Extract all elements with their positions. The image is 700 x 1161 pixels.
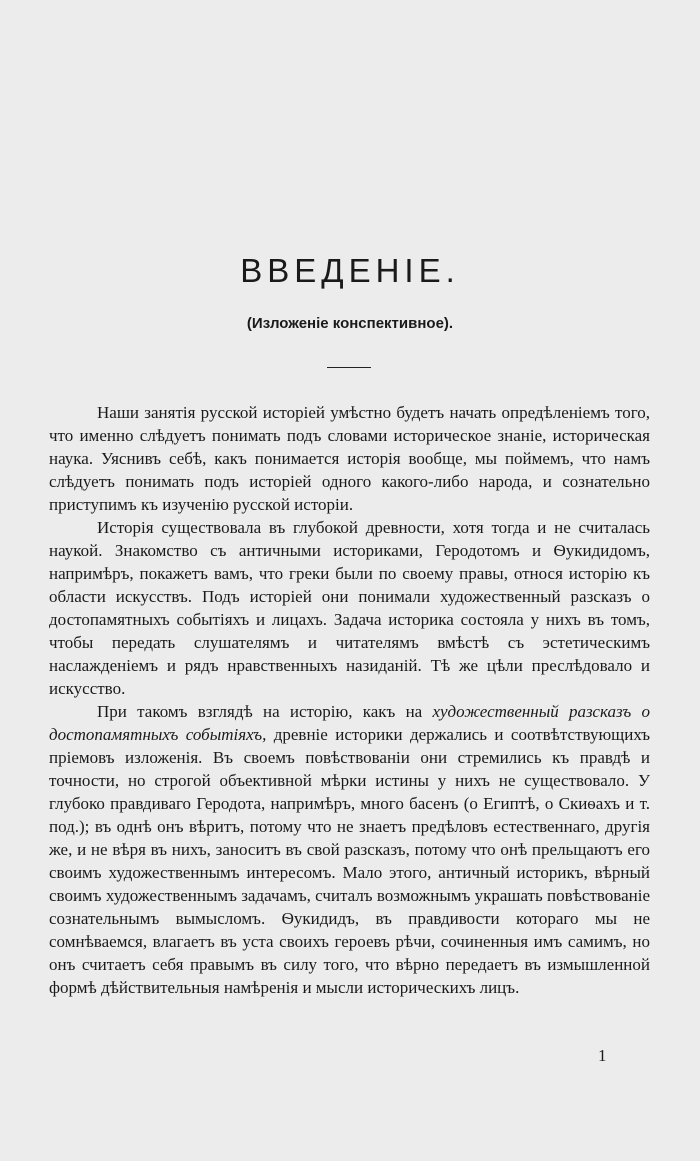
chapter-title: ВВЕДЕНІЕ.	[240, 252, 460, 289]
paragraph-3-italic: художественный разсказъ о достопамятныхъ событіяхъ,	[49, 702, 650, 744]
paragraph-1: Наши занятія русской исторіей умѣстно будетъ начать опредѣленіемъ того, что именно слѣдуетъ понимать подъ словами историческое знаніе, историческая наука. Уяснивъ себѣ, какъ понимается исторія вообще, мы поймемъ, что намъ слѣдуетъ понимать подъ исторіей одного какого-либо народа, и сознательно приступимъ къ изученію русской исторіи.	[49, 403, 650, 514]
paragraph-3	[49, 700, 650, 999]
paragraph-3-rest: древніе историки держались и соотвѣтствующихъ пріемовъ изложенія. Въ своемъ повѣствованіи они стремились къ правдѣ и точности, но строгой объективной мѣрки истины у нихъ не существовало. У глубоко правдиваго Геродота, напримѣръ, много басенъ (о Египтѣ, о Скиѳахъ и т. под.); въ однѣ онъ вѣритъ, потому что не знаетъ предѣловъ естественнаго, другія же, и не вѣря въ нихъ, заноситъ въ свой разсказъ, потому что онѣ прельщаютъ его своимъ художественнымъ интересомъ. Мало этого, античный историкъ, вѣрный своимъ художественнымъ задачамъ, считалъ возможнымъ украшать повѣствованіе сознательнымъ вымысломъ. Ѳукидидъ, въ правдивости котораго мы не сомнѣваемся, влагаетъ въ уста своихъ героевъ рѣчи, сочиненныя имъ самимъ, но онъ считаетъ себя правымъ въ силу того, что вѣрно передаетъ въ измышленной формѣ дѣйствительныя намѣренія и мысли историческихъ лицъ.	[49, 725, 651, 997]
divider-rule	[327, 367, 371, 368]
chapter-subtitle: (Изложеніе конспективное).	[246, 315, 454, 332]
paragraph-3-start: При такомъ взглядѣ на исторію, какъ на	[97, 702, 433, 721]
page-number: 1	[598, 1046, 607, 1065]
paragraph-2: Исторія существовала въ глубокой древности, хотя тогда и не считалась наукой. Знакомство съ античными историками, Геродотомъ и Ѳукидидомъ, напримѣръ, покажетъ вамъ, что греки были по своему правы, относя исторію къ области искусствъ. Подъ исторіей они понимали художественный разсказъ о достопамятныхъ событіяхъ и лицахъ. Задача историка состояла у нихъ въ томъ, чтобы передать слушателямъ и читателямъ вмѣстѣ съ эстетическимъ наслажденіемъ и рядъ нравственныхъ назиданій. Тѣ же цѣли преслѣдовало и искусство.	[49, 518, 650, 698]
body-text	[49, 401, 650, 999]
